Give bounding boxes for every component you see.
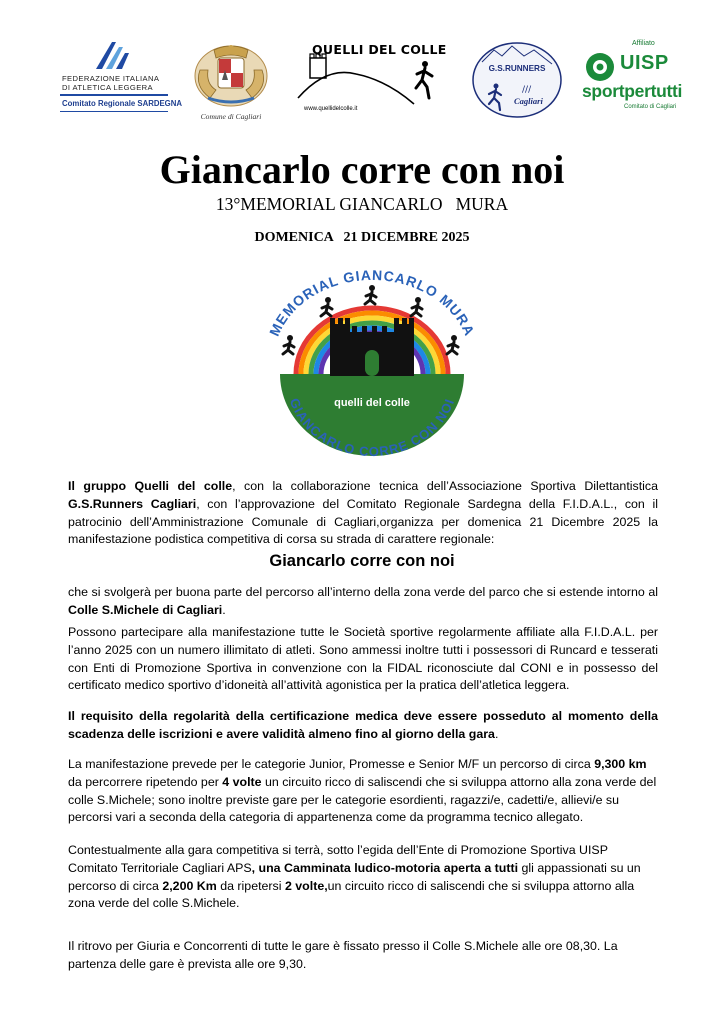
walk-description-paragraph	[68, 842, 658, 913]
association-name: G.S.Runners Cagliari	[68, 496, 197, 511]
fidal-logo	[58, 40, 183, 120]
gsr-city: Cagliari	[514, 96, 543, 106]
walk-distance: 2,200 Km	[162, 878, 217, 893]
event-date: DOMENICA 21 DICEMBRE 2025	[254, 230, 470, 245]
uisp-name: UISP	[620, 52, 669, 74]
walk-text-3: da ripetersi	[216, 878, 285, 893]
location-name: Colle S.Michele di Cagliari	[68, 602, 223, 617]
location-paragraph	[68, 584, 658, 620]
quelli-del-colle-logo	[296, 40, 448, 122]
fidal-committee: Comitato Regionale	[62, 99, 138, 108]
badge-top-path: MEMORIAL GIANCARLO MURA	[265, 266, 479, 339]
gsr-slashes: ///	[522, 85, 532, 95]
medical-requirement-paragraph	[68, 708, 658, 744]
eligibility-paragraph: Possono partecipare alla manifestazione tutte le Società sportive regolarmente affiliate alla F.I.D.A.L. per l’anno 2025 con un numero illimitato di atleti. Sono ammessi inoltre tutti i possessori di Runcard e tesserati con Enti di Promozione Sportiva in convenzione con la FIDAL riconosciute dal CONI e in possesso del certificato medico sportivo d’idoneità all’attività agonistica per la pratica dell’atletica leggera.	[68, 625, 658, 693]
location-period: .	[222, 602, 226, 617]
location-text: che si svolgerà per buona parte del percorso all’interno della zona verde del parco che si estende intorno al	[68, 585, 658, 599]
race-description-paragraph	[68, 756, 658, 827]
race-distance: 9,300 km	[594, 757, 647, 771]
intro-text-1: , con la collaborazione tecnica dell’Associazione Sportiva Dilettantistica	[232, 479, 658, 493]
qdc-title: QUELLI DEL COLLE	[312, 42, 447, 57]
organizer-name: Il gruppo Quelli del colle	[68, 479, 233, 493]
intro-paragraph	[68, 478, 658, 549]
page-title: Giancarlo corre con noi	[159, 147, 565, 192]
uisp-committee: Comitato di Cagliari	[624, 104, 677, 110]
gs-runners-emblem-icon	[470, 40, 564, 120]
walk-text-2: gli appassionati su un percorso di circa	[68, 860, 641, 893]
gs-runners-logo	[470, 40, 564, 120]
hill-castle-runner-icon	[296, 40, 448, 110]
coat-of-arms-icon	[188, 40, 274, 110]
fidal-emblem-icon	[92, 40, 132, 70]
uisp-logo	[580, 40, 692, 122]
walk-highlight: , una Camminata ludico-motoria aperta a tutti	[251, 860, 519, 875]
badge-bottom-path: GIANCARLO CORRE CON NOI	[286, 395, 458, 460]
uisp-affiliato: Affiliato	[632, 40, 655, 47]
memorial-badge	[256, 262, 488, 464]
fidal-divider-2	[60, 111, 168, 112]
fidal-divider	[60, 94, 168, 96]
race-text-2: da percorrere ripetendo per	[68, 774, 223, 789]
walk-laps: 2 volte,	[284, 878, 328, 893]
fidal-line-1: FEDERAZIONE ITALIANA	[62, 74, 160, 83]
qdc-url: www.quellidelcolle.it	[304, 106, 358, 112]
uisp-tagline: sportpertutti	[582, 81, 683, 101]
medical-requirement-period: .	[494, 726, 499, 741]
walk-text-1: Contestualmente alla gara competitiva si terrà, sotto l’egida dell’Ente di Promozione Sportiva UISP Comitato Territoriale Cagliari APS	[68, 843, 608, 875]
race-text-1: La manifestazione prevede per le categorie Junior, Promesse e Senior M/F un percorso di circa	[68, 757, 595, 771]
intro-text-2: , con l’approvazione del Comitato Regionale Sardegna della F.I.D.A.L., con il patrocinio dell’Amministrazione Comunale di Cagliari,organizza per domenica 21 Dicembre 2025 la manifestazione podistica competitiva di corsa su strada di carattere regionale:	[68, 496, 659, 547]
gsr-title: G.S.RUNNERS	[488, 64, 546, 73]
badge-center-text: quelli del colle	[334, 397, 410, 409]
fidal-line-2: DI ATLETICA LEGGERA	[62, 83, 154, 92]
comune-caption: Comune di Cagliari	[200, 112, 262, 121]
race-laps: 4 volte	[222, 774, 262, 789]
walk-text-4: un circuito ricco di saliscendi che si sviluppa attorno alla zona verde del colle S.Michele.	[68, 878, 635, 911]
fidal-region: SARDEGNA	[137, 99, 183, 108]
memorial-subtitle: 13°MEMORIAL GIANCARLO MURA	[215, 194, 509, 214]
uisp-emblem-icon	[582, 50, 622, 84]
fidal-line-3	[62, 99, 182, 108]
event-title: Giancarlo corre con noi	[269, 552, 455, 570]
race-text-3: un circuito ricco di saliscendi che si sviluppa attorno alla zona verde del colle S.Michele; sono inoltre previste gare per le categorie esordienti, ragazzi/e, cadetti/e, allievi/e su percorsi vari a seconda della categoria di appartenenza come da programma tecnico allegato.	[68, 774, 657, 825]
schedule-paragraph: Il ritrovo per Giuria e Concorrenti di tutte le gare è fissato presso il Colle S.Michele alle ore 08,30. La partenza delle gare è prevista alle ore 9,30.	[68, 939, 618, 971]
medical-requirement-text: Il requisito della regolarità della certificazione medica deve essere posseduto al momento della scadenza delle iscrizioni e avere validità almeno fino al giorno della gara	[68, 709, 658, 741]
comune-cagliari-logo	[188, 40, 274, 122]
